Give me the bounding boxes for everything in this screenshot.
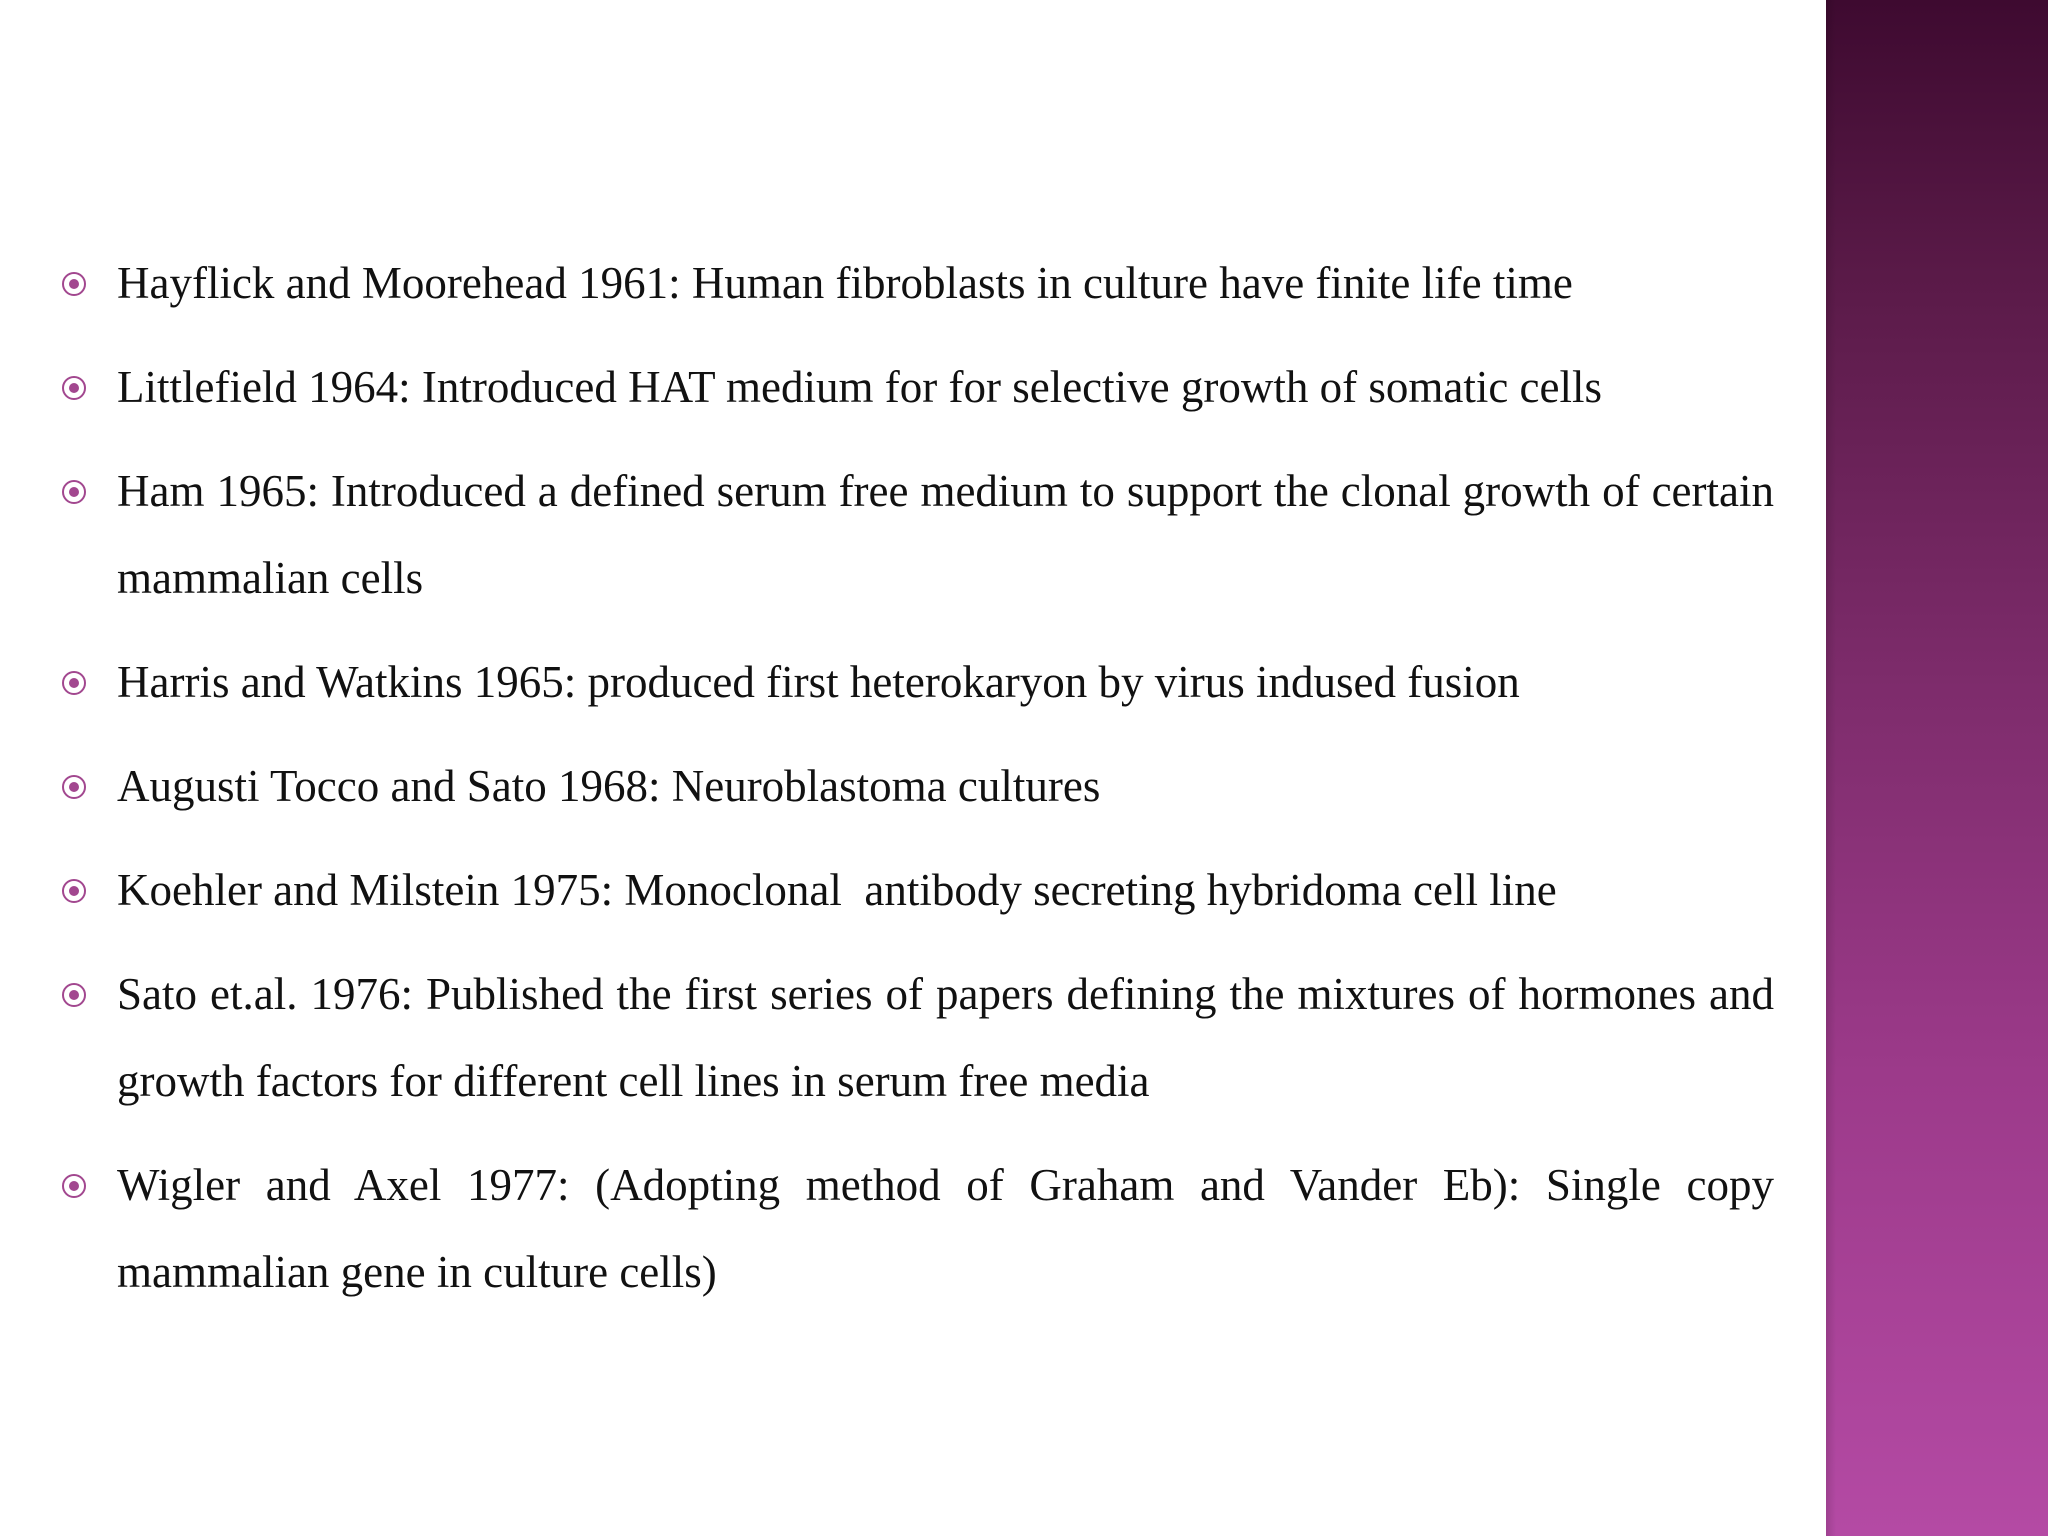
- list-item: [50, 847, 1774, 934]
- target-bullet-icon: [62, 879, 86, 903]
- target-bullet-icon: [62, 671, 86, 695]
- target-bullet-icon: [62, 983, 86, 1007]
- bullet-text: Koehler and Milstein 1975: Monoclonal antibody secreting hybridoma cell line: [117, 865, 1557, 915]
- target-bullet-icon: [62, 480, 86, 504]
- list-item: [50, 743, 1774, 830]
- history-bullet-list: [50, 240, 1774, 1333]
- list-item: [50, 1142, 1774, 1316]
- list-item: [50, 344, 1774, 431]
- list-item: [50, 951, 1774, 1125]
- target-bullet-icon: [62, 376, 86, 400]
- decorative-side-band: [1826, 0, 2048, 1536]
- target-bullet-icon: [62, 272, 86, 296]
- side-band-edge-shadow: [1826, 0, 1836, 1536]
- bullet-text: Harris and Watkins 1965: produced first heterokaryon by virus indused fusion: [117, 657, 1520, 707]
- bullet-text: Wigler and Axel 1977: (Adopting method of Graham and Vander Eb): Single copy mammalian gene in culture cells): [117, 1160, 1774, 1297]
- list-item: [50, 240, 1774, 327]
- list-item: [50, 639, 1774, 726]
- target-bullet-icon: [62, 775, 86, 799]
- bullet-text: Hayflick and Moorehead 1961: Human fibroblasts in culture have finite life time: [117, 258, 1573, 308]
- list-item: [50, 448, 1774, 622]
- bullet-text: Sato et.al. 1976: Published the first series of papers defining the mixtures of hormones and growth factors for different cell lines in serum free media: [117, 969, 1774, 1106]
- bullet-text: Augusti Tocco and Sato 1968: Neuroblastoma cultures: [117, 761, 1101, 811]
- bullet-text: Littlefield 1964: Introduced HAT medium for for selective growth of somatic cells: [117, 362, 1603, 412]
- bullet-text: Ham 1965: Introduced a defined serum free medium to support the clonal growth of certain mammalian cells: [117, 466, 1774, 603]
- target-bullet-icon: [62, 1174, 86, 1198]
